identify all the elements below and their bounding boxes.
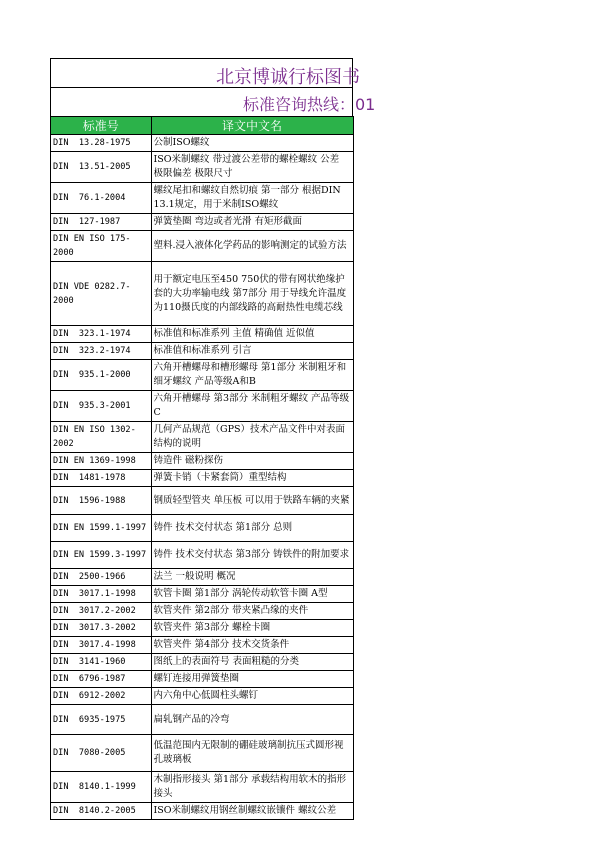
chinese-name-cell: 塑料.浸入液体化学药品的影响测定的试验方法 xyxy=(151,231,353,262)
standard-number-cell: DIN 323.2-1974 xyxy=(51,343,151,360)
chinese-name-cell: 铸件 技术交付状态 第3部分 铸铁件的附加要求 xyxy=(151,542,353,569)
chinese-name-cell: 几何产品规范（GPS）技术产品文件中对表面结构的说明 xyxy=(151,422,353,453)
chinese-name-cell: 软管夹件 第3部分 螺栓卡圈 xyxy=(151,620,353,637)
standard-number-cell: DIN EN 1369-1998 xyxy=(51,453,151,470)
standard-number-cell: DIN 3017.3-2002 xyxy=(51,620,151,637)
table-body xyxy=(51,135,353,820)
chinese-name-cell: 软管夹件 第2部分 带夹紧凸缘的夹件 xyxy=(151,603,353,620)
standard-number-cell: DIN 3141-1960 xyxy=(51,654,151,671)
chinese-name-cell: 内六角中心低圆柱头螺钉 xyxy=(151,688,353,705)
standard-number-cell: DIN 935.3-2001 xyxy=(51,391,151,422)
standard-number-cell: DIN EN ISO 175-2000 xyxy=(51,231,151,262)
standard-number-cell: DIN 6796-1987 xyxy=(51,671,151,688)
table-row xyxy=(51,586,353,603)
table-row xyxy=(51,620,353,637)
standard-number-cell: DIN 13.28-1975 xyxy=(51,135,151,152)
table-row xyxy=(51,705,353,735)
standard-number-cell: DIN 2500-1966 xyxy=(51,569,151,586)
table-row xyxy=(51,735,353,772)
standard-number-cell: DIN 3017.4-1998 xyxy=(51,637,151,654)
table-row xyxy=(51,422,353,453)
standard-number-cell: DIN 6912-2002 xyxy=(51,688,151,705)
standard-number-cell: DIN EN 1599.3-1997 xyxy=(51,542,151,569)
table-header-row xyxy=(51,117,353,135)
table-row xyxy=(51,453,353,470)
title-row xyxy=(51,58,360,88)
table-row xyxy=(51,654,353,671)
chinese-name-cell: 铸造件 磁粉探伤 xyxy=(151,453,353,470)
table-row xyxy=(51,671,353,688)
standard-number-cell: DIN 76.1-2004 xyxy=(51,183,151,214)
table-row xyxy=(51,803,353,820)
table-row xyxy=(51,637,353,654)
table-row xyxy=(51,214,353,231)
standard-number-cell: DIN EN ISO 1302-2002 xyxy=(51,422,151,453)
standard-number-cell: DIN VDE 0282.7-2000 xyxy=(51,262,151,326)
standard-number-cell: DIN 7080-2005 xyxy=(51,735,151,772)
chinese-name-cell: 螺纹尾扣和螺纹自然切痕 第一部分 根据DIN 13.1规定，用于米制ISO螺纹 xyxy=(151,183,353,214)
chinese-name-cell: 软管卡圈 第1部分 涡轮传动软管卡圈 A型 xyxy=(151,586,353,603)
table-row xyxy=(51,542,353,569)
table-row xyxy=(51,360,353,391)
standard-number-cell: DIN EN 1599.1-1997 xyxy=(51,515,151,542)
table-row xyxy=(51,603,353,620)
table-row xyxy=(51,470,353,487)
standard-number-cell: DIN 8140.1-1999 xyxy=(51,772,151,803)
chinese-name-cell: 软管夹件 第4部分 技术交货条件 xyxy=(151,637,353,654)
spreadsheet xyxy=(50,58,376,820)
standard-number-cell: DIN 8140.2-2005 xyxy=(51,803,151,820)
chinese-name-cell: 低温范围内无限制的硼硅玻璃制抗压式圆形视孔玻璃板 xyxy=(151,735,353,772)
table-row xyxy=(51,231,353,262)
standard-number-cell: DIN 13.51-2005 xyxy=(51,152,151,183)
table-row xyxy=(51,343,353,360)
chinese-name-cell: 螺钉连接用弹簧垫圈 xyxy=(151,671,353,688)
chinese-name-cell: 扁轧钢产品的冷弯 xyxy=(151,705,353,735)
table-row xyxy=(51,135,353,152)
chinese-name-cell: ISO米制螺纹 带过渡公差带的螺栓螺纹 公差 极限偏差 极限尺寸 xyxy=(151,152,353,183)
chinese-name-cell: 六角开槽螺母和槽形螺母 第1部分 米制粗牙和细牙螺纹 产品等级A和B xyxy=(151,360,353,391)
table-row xyxy=(51,515,353,542)
chinese-name-cell: 公制ISO螺纹 xyxy=(151,135,353,152)
table-row xyxy=(51,326,353,343)
chinese-name-cell: 六角开槽螺母 第3部分 米制粗牙螺纹 产品等级C xyxy=(151,391,353,422)
chinese-name-cell: ISO米制螺纹用钢丝制螺纹嵌镶件 螺纹公差 xyxy=(151,803,353,820)
standard-number-cell: DIN 935.1-2000 xyxy=(51,360,151,391)
header-chinese-name: 译文中文名 xyxy=(151,117,353,135)
chinese-name-cell: 木制指形接头 第1部分 承载结构用软木的指形接头 xyxy=(151,772,353,803)
header-standard-number: 标准号 xyxy=(51,117,151,135)
standard-number-cell: DIN 1596-1988 xyxy=(51,487,151,515)
chinese-name-cell: 用于额定电压至450 750伏的带有网状绝缘护套的大功率输电线 第7部分 用于导线允许温度为110摄氏度的内部线路的高耐热性电缆芯线 xyxy=(151,262,353,326)
hotline-row xyxy=(51,87,376,116)
table-row xyxy=(51,772,353,803)
chinese-name-cell: 标准值和标准系列 引言 xyxy=(151,343,353,360)
standard-number-cell: DIN 323.1-1974 xyxy=(51,326,151,343)
standard-number-cell: DIN 6935-1975 xyxy=(51,705,151,735)
standards-table xyxy=(51,116,354,820)
chinese-name-cell: 法兰 一般说明 概况 xyxy=(151,569,353,586)
table-row xyxy=(51,487,353,515)
chinese-name-cell: 图纸上的表面符号 表面粗糙的分类 xyxy=(151,654,353,671)
table-row xyxy=(51,688,353,705)
hotline-text: 标准咨询热线：01 xyxy=(243,95,376,114)
standard-number-cell: DIN 127-1987 xyxy=(51,214,151,231)
table-row xyxy=(51,152,353,183)
sheet-title: 北京博诚行标图书 xyxy=(216,67,360,88)
table-row xyxy=(51,569,353,586)
standard-number-cell: DIN 3017.1-1998 xyxy=(51,586,151,603)
chinese-name-cell: 钢质轻型管夹 单压板 可以用于铁路车辆的夹紧 xyxy=(151,487,353,515)
standard-number-cell: DIN 1481-1978 xyxy=(51,470,151,487)
chinese-name-cell: 弹簧卡销（卡紧套筒）重型结构 xyxy=(151,470,353,487)
table-row xyxy=(51,262,353,326)
standard-number-cell: DIN 3017.2-2002 xyxy=(51,603,151,620)
chinese-name-cell: 标准值和标准系列 主值 精确值 近似值 xyxy=(151,326,353,343)
chinese-name-cell: 弹簧垫圈 弯边或者光滑 有矩形截面 xyxy=(151,214,353,231)
table-row xyxy=(51,183,353,214)
table-row xyxy=(51,391,353,422)
chinese-name-cell: 铸件 技术交付状态 第1部分 总则 xyxy=(151,515,353,542)
